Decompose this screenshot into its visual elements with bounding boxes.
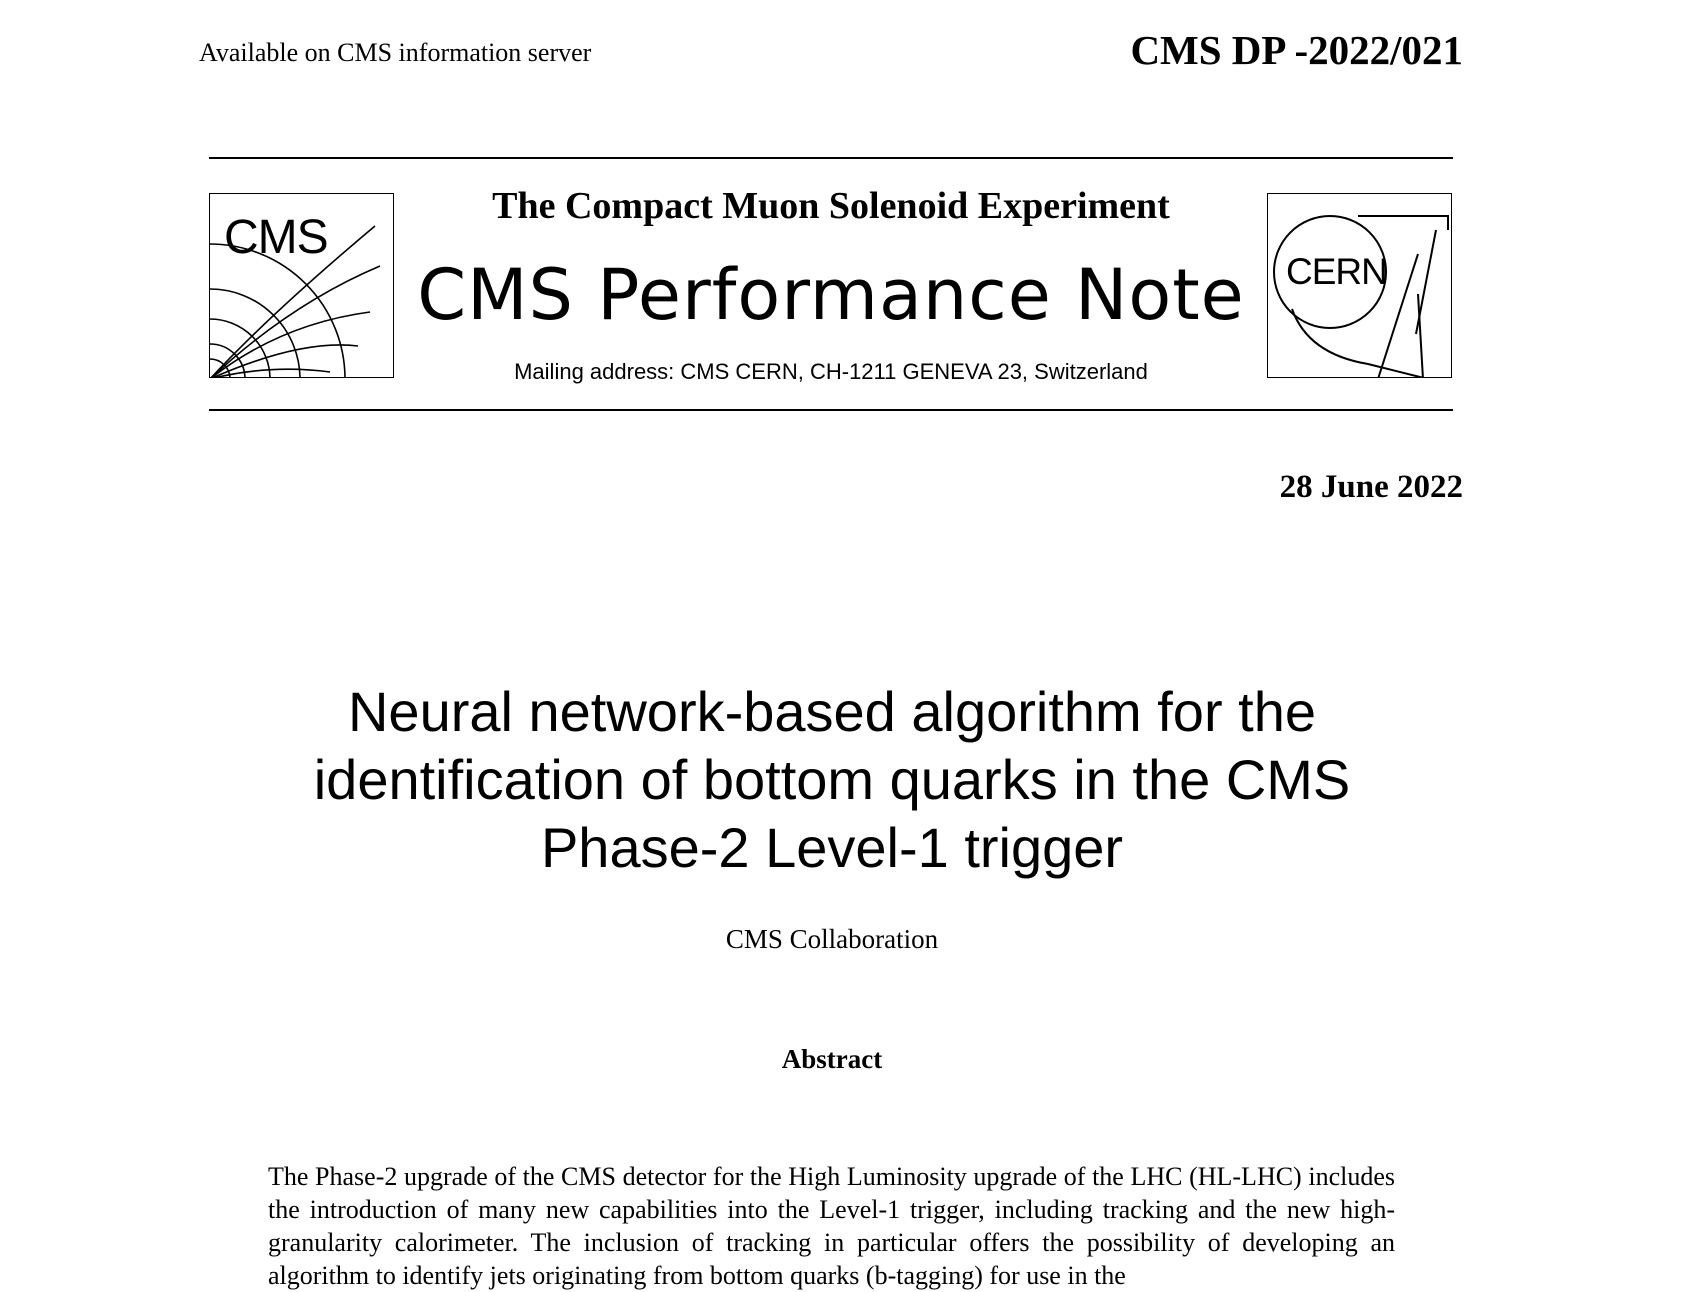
experiment-name: The Compact Muon Solenoid Experiment (492, 185, 1170, 227)
abstract-text: The Phase-2 upgrade of the CMS detector for the High Luminosity upgrade of the LHC (HL-LHC) includes the introduction of many new capabilities into the Level-1 trigger, including tracking and the new high- granularity calorimeter. The inclusion of tracking in particular offers the possibility of developing an algorithm to identify jets originating from bottom quarks (b-tagging) for use in the (268, 1162, 1395, 1290)
availability-note: Available on CMS information server (199, 38, 592, 67)
banner-top-rule (209, 157, 1453, 159)
publication-date: 28 June 2022 (1279, 469, 1463, 505)
mailing-address: Mailing address: CMS CERN, CH-1211 GENEVA 23, Switzerland (514, 359, 1148, 384)
abstract-heading: Abstract (781, 1044, 883, 1074)
authors: CMS Collaboration (725, 924, 939, 954)
cern-logo-text: CERN (1286, 251, 1387, 292)
banner-bottom-rule (209, 409, 1453, 411)
note-type: CMS Performance Note (417, 254, 1245, 336)
report-number: CMS DP -2022/021 (1130, 27, 1463, 73)
cms-logo-text: CMS (224, 211, 328, 264)
cern-logo (1267, 193, 1452, 378)
cms-logo (209, 193, 394, 378)
paper-title: Neural network-based algorithm for the identification of bottom quarks in the CMS Phase-2 Level-1 trigger (313, 680, 1351, 879)
